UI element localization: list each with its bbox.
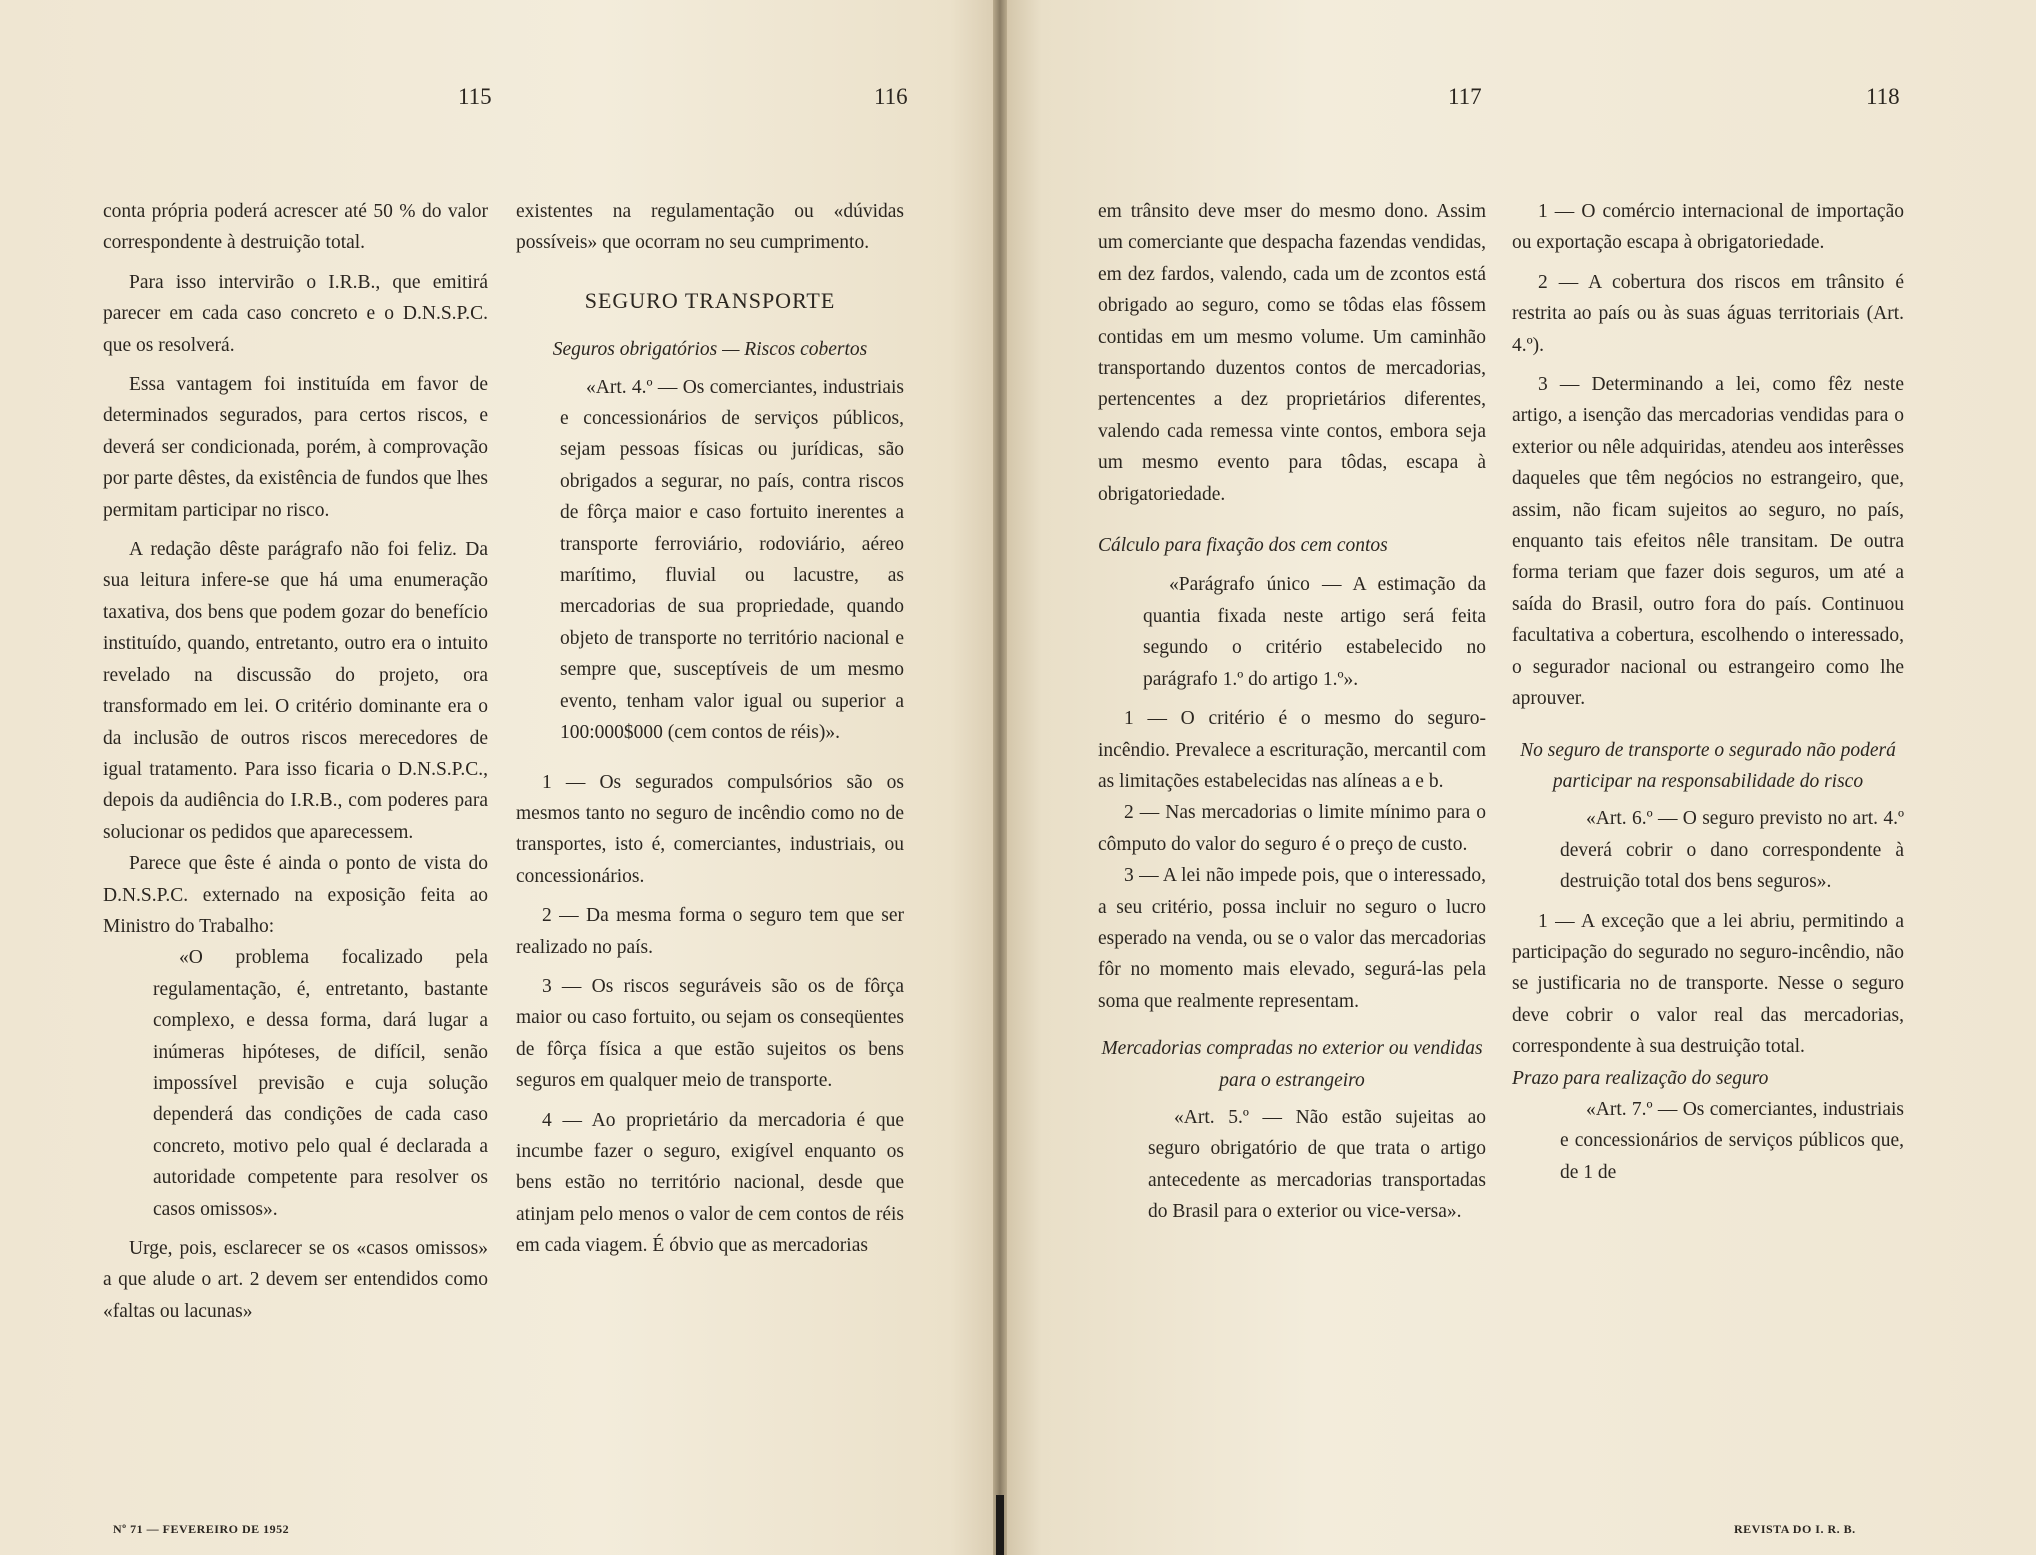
quote-paragraph: «Parágrafo único — A estimação da quantia fixada neste artigo será feita segundo o critério estabelecido no parágrafo 1.º do artigo 1.º». [1143, 574, 1486, 690]
block-quote [1560, 803, 1904, 897]
block-quote [1148, 1102, 1486, 1228]
paragraph: Para isso intervirão o I.R.B., que emitirá parecer em cada caso concreto e o D.N.S.P.C. que os resolverá. [103, 271, 488, 356]
subheading: Cálculo para fixação dos cem contos [1098, 535, 1388, 557]
subheading: Mercadorias compradas no exterior ou vendidas para o estrangeiro [1101, 1038, 1483, 1091]
block-quote [1560, 1094, 1904, 1188]
paragraph: Parece que êste é ainda o ponto de vista do D.N.S.P.C. externado na exposição feita ao Ministro do Trabalho: [103, 853, 488, 937]
paragraph: existentes na regulamentação ou «dúvidas possíveis» que ocorram no seu cumprimento. [516, 201, 904, 254]
paragraph: 2 — Nas mercadorias o limite mínimo para o cômputo do valor do seguro é o preço de custo. [1098, 802, 1486, 855]
block-quote [560, 372, 904, 749]
book-gutter [993, 0, 1007, 1555]
section-heading: SEGURO TRANSPORTE [584, 287, 836, 313]
quote-paragraph: «Art. 4.º — Os comerciantes, industriais e concessionários de serviços públicos, sejam pessoas físicas ou jurídicas, são obrigados a segurar, no país, contra riscos de fôrça maior e caso fortuito inerentes a transporte ferroviário, rodoviário, aéreo marítimo, fluvial ou lacustre, as mercadorias de sua propriedade, quando objeto de transporte no território nacional e sempre que, susceptíveis de um mesmo evento, tenham valor igual ou superior a 100:000$000 (cem contos de réis)». [560, 376, 904, 744]
quote-paragraph: «Art. 6.º — O seguro previsto no art. 4.º deverá cobrir o dano correspondente à destruição total dos bens seguros». [1560, 808, 1904, 893]
subheading: No seguro de transporte o segurado não poderá participar na responsabilidade do risco [1520, 739, 1896, 792]
footer-journal: REVISTA DO I. R. B. [1734, 1522, 1856, 1536]
column-118 [1512, 196, 1904, 1188]
paragraph: Urge, pois, esclarecer se os «casos omissos» a que alude o art. 2 devem ser entendidos como «faltas ou lacunas» [103, 1238, 488, 1322]
paragraph: 1 — O comércio internacional de importação ou exportação escapa à obrigatoriedade. [1512, 201, 1904, 254]
gutter-shadow [996, 1495, 1004, 1555]
paragraph: 4 — Ao proprietário da mercadoria é que incumbe fazer o seguro, exigível enquanto os bens estão no território nacional, desde que atinjam pelo menos o valor de cem contos de réis em cada viagem. É óbvio que as mercadorias [516, 1109, 904, 1257]
column-115 [103, 196, 488, 1327]
page-number-117: 117 [1448, 84, 1482, 109]
paragraph: A redação dêste parágrafo não foi feliz. Da sua leitura infere-se que há uma enumeração taxativa, dos bens que podem gozar do benefício instituído, quando, entretanto, outro era o intuito revelado na discussão do projeto, ora transformado em lei. O critério dominante era o da inclusão de outros riscos merecedores de igual tratamento. Para isso ficaria o D.N.S.P.C., depois da audiência do I.R.B., com poderes para solucionar os pedidos que aparecessem. [103, 539, 488, 843]
block-quote [153, 942, 488, 1225]
paragraph: 3 — Determinando a lei, como fêz neste artigo, a isenção das mercadorias vendidas para o exterior ou nêle adquiridas, atendeu aos interêsses daqueles que têm negócios no estrangeiro, que, assim, não ficam sujeitos ao seguro, no país, enquanto tais efeitos nêle transitam. De outra forma teriam que fazer dois seguros, um até a saída do Brasil, outro fora do país. Continuou facultativa a cobertura, escolhendo o interessado, o segurador nacional ou estrangeiro como lhe aprouver. [1512, 374, 1904, 710]
paragraph: 2 — Da mesma forma o seguro tem que ser realizado no país. [516, 905, 904, 958]
column-116 [516, 196, 904, 1262]
footer-issue: Nº 71 — FEVEREIRO DE 1952 [113, 1522, 290, 1536]
paragraph: 1 — A exceção que a lei abriu, permitindo a participação do segurado no seguro-incêndio, não se justificaria no de transporte. Nesse o seguro deve cobrir o valor real das mercadorias, correspondente à sua destruição total. [1512, 910, 1904, 1058]
quote-paragraph: «O problema focalizado pela regulamentação, é, entretanto, bastante complexo, e dessa forma, dará lugar a inúmeras hipóteses, de difícil, senão impossível previsão e cuja solução dependerá das condições de cada caso concreto, motivo pelo qual é declarada a autoridade competente para resolver os casos omissos». [153, 947, 488, 1220]
paragraph: Essa vantagem foi instituída em favor de determinados segurados, para certos riscos, e deverá ser condicionada, porém, à comprovação por parte dêstes, da existência de fundos que lhes permitam participar no risco. [103, 374, 488, 521]
paragraph: 2 — A cobertura dos riscos em trânsito é restrita ao país ou às suas águas territoriais (Art. 4.º). [1512, 271, 1904, 356]
page-number-116: 116 [874, 84, 908, 109]
page-number-115: 115 [458, 84, 492, 109]
subheading: Prazo para realização do seguro [1512, 1067, 1769, 1089]
block-quote [1143, 569, 1486, 695]
paragraph: 1 — O critério é o mesmo do seguro-incêndio. Prevalece a escrituração, mercantil com as limitações estabelecidas nas alíneas a e b. [1098, 708, 1486, 792]
paragraph: conta própria poderá acrescer até 50 % do valor correspondente à destruição total. [103, 201, 488, 254]
column-117 [1098, 196, 1486, 1228]
page-number-118: 118 [1866, 84, 1900, 109]
paragraph: 3 — Os riscos seguráveis são os de fôrça maior ou caso fortuito, ou sejam os conseqüentes de fôrça física a que estão sujeitos os bens seguros em qualquer meio de transporte. [516, 975, 904, 1092]
quote-paragraph: «Art. 5.º — Não estão sujeitas ao seguro obrigatório de que trata o artigo antecedente as mercadorias transportadas do Brasil para o exterior ou vice-versa». [1148, 1106, 1486, 1223]
quote-paragraph: «Art. 7.º — Os comerciantes, industriais e concessionários de serviços públicos que, de 1 de [1560, 1098, 1904, 1183]
paragraph: em trânsito deve mser do mesmo dono. Assim um comerciante que despacha fazendas vendidas, em dez fardos, valendo, cada um de zcontos está obrigado ao seguro, como se tôdas elas fôssem contidas em um mesmo volume. Um caminhão transportando duzentos contos de mercadorias, pertencentes a dez proprietários diferentes, valendo cada remessa vinte contos, embora seja um mesmo evento para tôdas, escapa à obrigatoriedade. [1098, 201, 1486, 505]
subheading: Seguros obrigatórios — Riscos cobertos [552, 339, 868, 361]
paragraph: 3 — A lei não impede pois, que o interessado, a seu critério, possa incluir no seguro o lucro esperado na venda, ou se o valor das mercadorias fôr no momento mais elevado, segurá-las pela soma que realmente representam. [1098, 865, 1486, 1012]
paragraph: 1 — Os segurados compulsórios são os mesmos tanto no seguro de incêndio como no de transportes, isto é, comerciantes, industriais, ou concessionários. [516, 771, 904, 887]
